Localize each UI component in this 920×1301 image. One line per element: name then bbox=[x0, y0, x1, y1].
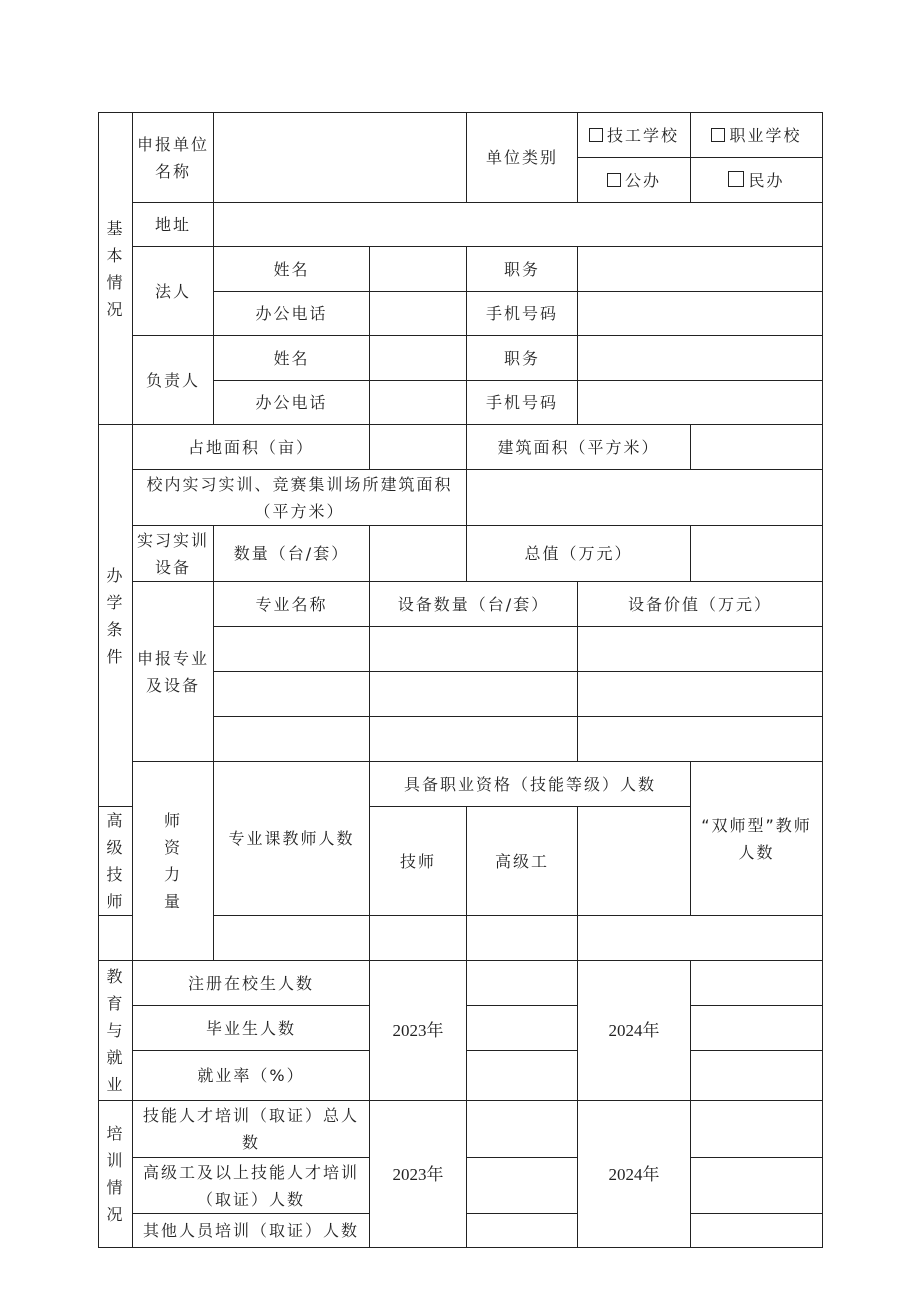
training-total-2024-field[interactable] bbox=[691, 1101, 823, 1158]
dual-teachers-field[interactable] bbox=[578, 916, 823, 961]
major-value-field[interactable] bbox=[578, 672, 823, 717]
principal-position-field[interactable] bbox=[578, 336, 823, 381]
checkbox-icon bbox=[607, 173, 621, 187]
senior-worker-field[interactable] bbox=[467, 916, 578, 961]
legal-phone-label: 办公电话 bbox=[214, 292, 370, 336]
employment-rate-2024-field[interactable] bbox=[691, 1051, 823, 1101]
building-area-label: 建筑面积（平方米） bbox=[467, 425, 691, 470]
legal-name-label: 姓名 bbox=[214, 247, 370, 292]
major-quantity-field[interactable] bbox=[370, 717, 578, 762]
training-area-label: 校内实习实训、竞赛集训场所建筑面积（平方米） bbox=[133, 470, 467, 526]
equipment-label: 实习实训设备 bbox=[133, 526, 214, 582]
major-quantity-field[interactable] bbox=[370, 672, 578, 717]
training-others-2024-field[interactable] bbox=[691, 1214, 823, 1248]
major-name-field[interactable] bbox=[214, 717, 370, 762]
enrolled-2023-field[interactable] bbox=[467, 961, 578, 1006]
equipment-quantity-field[interactable] bbox=[370, 526, 467, 582]
senior-technician-field[interactable] bbox=[214, 916, 370, 961]
major-name-header: 专业名称 bbox=[214, 582, 370, 627]
legal-position-field[interactable] bbox=[578, 247, 823, 292]
principal-name-field[interactable] bbox=[370, 336, 467, 381]
training-senior-label: 高级工及以上技能人才培训（取证）人数 bbox=[133, 1158, 370, 1214]
unit-name-label: 申报单位名称 bbox=[133, 113, 214, 203]
major-quantity-field[interactable] bbox=[370, 627, 578, 672]
training-others-2023-field[interactable] bbox=[467, 1214, 578, 1248]
major-equipment-label: 申报专业及设备 bbox=[133, 582, 214, 762]
land-area-label: 占地面积（亩） bbox=[133, 425, 370, 470]
enrolled-label: 注册在校生人数 bbox=[133, 961, 370, 1006]
training-year-2023: 2023年 bbox=[370, 1101, 467, 1248]
principal-phone-label: 办公电话 bbox=[214, 381, 370, 425]
legal-position-label: 职务 bbox=[467, 247, 578, 292]
principal-mobile-field[interactable] bbox=[578, 381, 823, 425]
checkbox-icon bbox=[589, 128, 603, 142]
option-vocational-school[interactable]: 职业学校 bbox=[691, 113, 823, 158]
equipment-total-field[interactable] bbox=[691, 526, 823, 582]
application-form-table bbox=[98, 112, 823, 1248]
checkbox-icon bbox=[728, 171, 744, 187]
legal-person-label: 法人 bbox=[133, 247, 214, 336]
major-name-field[interactable] bbox=[214, 627, 370, 672]
training-senior-2024-field[interactable] bbox=[691, 1158, 823, 1214]
employment-rate-label: 就业率（%） bbox=[133, 1051, 370, 1101]
building-area-field[interactable] bbox=[691, 425, 823, 470]
legal-name-field[interactable] bbox=[370, 247, 467, 292]
legal-phone-field[interactable] bbox=[370, 292, 467, 336]
graduates-2024-field[interactable] bbox=[691, 1006, 823, 1051]
qualification-label: 具备职业资格（技能等级）人数 bbox=[370, 762, 691, 807]
section-training: 培 训 情 况 bbox=[99, 1101, 133, 1248]
course-teachers-field[interactable] bbox=[99, 916, 133, 961]
enrolled-2024-field[interactable] bbox=[691, 961, 823, 1006]
unit-type-label: 单位类别 bbox=[467, 113, 578, 203]
legal-mobile-field[interactable] bbox=[578, 292, 823, 336]
equipment-total-label: 总值（万元） bbox=[467, 526, 691, 582]
option-private[interactable]: 民办 bbox=[691, 158, 823, 203]
graduates-label: 毕业生人数 bbox=[133, 1006, 370, 1051]
training-year-2024: 2024年 bbox=[578, 1101, 691, 1248]
education-year-2023: 2023年 bbox=[370, 961, 467, 1101]
training-senior-2023-field[interactable] bbox=[467, 1158, 578, 1214]
section-school-conditions: 办 学 条 件 bbox=[99, 425, 133, 807]
senior-technician-label: 高级技师 bbox=[99, 807, 133, 916]
technician-label: 技师 bbox=[370, 807, 467, 916]
training-others-label: 其他人员培训（取证）人数 bbox=[133, 1214, 370, 1248]
principal-label: 负责人 bbox=[133, 336, 214, 425]
legal-mobile-label: 手机号码 bbox=[467, 292, 578, 336]
land-area-field[interactable] bbox=[370, 425, 467, 470]
section-basic-info: 基 本 情 况 bbox=[99, 113, 133, 425]
principal-phone-field[interactable] bbox=[370, 381, 467, 425]
graduates-2023-field[interactable] bbox=[467, 1006, 578, 1051]
equipment-quantity-label: 数量（台/套） bbox=[214, 526, 370, 582]
employment-rate-2023-field[interactable] bbox=[467, 1051, 578, 1101]
course-teachers-label: 专业课教师人数 bbox=[214, 762, 370, 916]
senior-worker-label: 高级工 bbox=[467, 807, 578, 916]
section-education-employment: 教 育 与 就 业 bbox=[99, 961, 133, 1101]
address-field[interactable] bbox=[214, 203, 823, 247]
dual-teachers-label: “双师型”教师人数 bbox=[691, 762, 823, 916]
major-value-field[interactable] bbox=[578, 627, 823, 672]
training-area-field[interactable] bbox=[467, 470, 823, 526]
option-public[interactable]: 公办 bbox=[578, 158, 691, 203]
unit-name-field[interactable] bbox=[214, 113, 467, 203]
section-teaching-staff: 师 资 力 量 bbox=[133, 762, 214, 961]
principal-name-label: 姓名 bbox=[214, 336, 370, 381]
address-label: 地址 bbox=[133, 203, 214, 247]
technician-field[interactable] bbox=[370, 916, 467, 961]
major-value-field[interactable] bbox=[578, 717, 823, 762]
training-total-label: 技能人才培训（取证）总人数 bbox=[133, 1101, 370, 1158]
option-technical-school[interactable]: 技工学校 bbox=[578, 113, 691, 158]
training-total-2023-field[interactable] bbox=[467, 1101, 578, 1158]
major-name-field[interactable] bbox=[214, 672, 370, 717]
checkbox-icon bbox=[711, 128, 725, 142]
education-year-2024: 2024年 bbox=[578, 961, 691, 1101]
equipment-value-header: 设备价值（万元） bbox=[578, 582, 823, 627]
principal-mobile-label: 手机号码 bbox=[467, 381, 578, 425]
principal-position-label: 职务 bbox=[467, 336, 578, 381]
equipment-quantity-header: 设备数量（台/套） bbox=[370, 582, 578, 627]
